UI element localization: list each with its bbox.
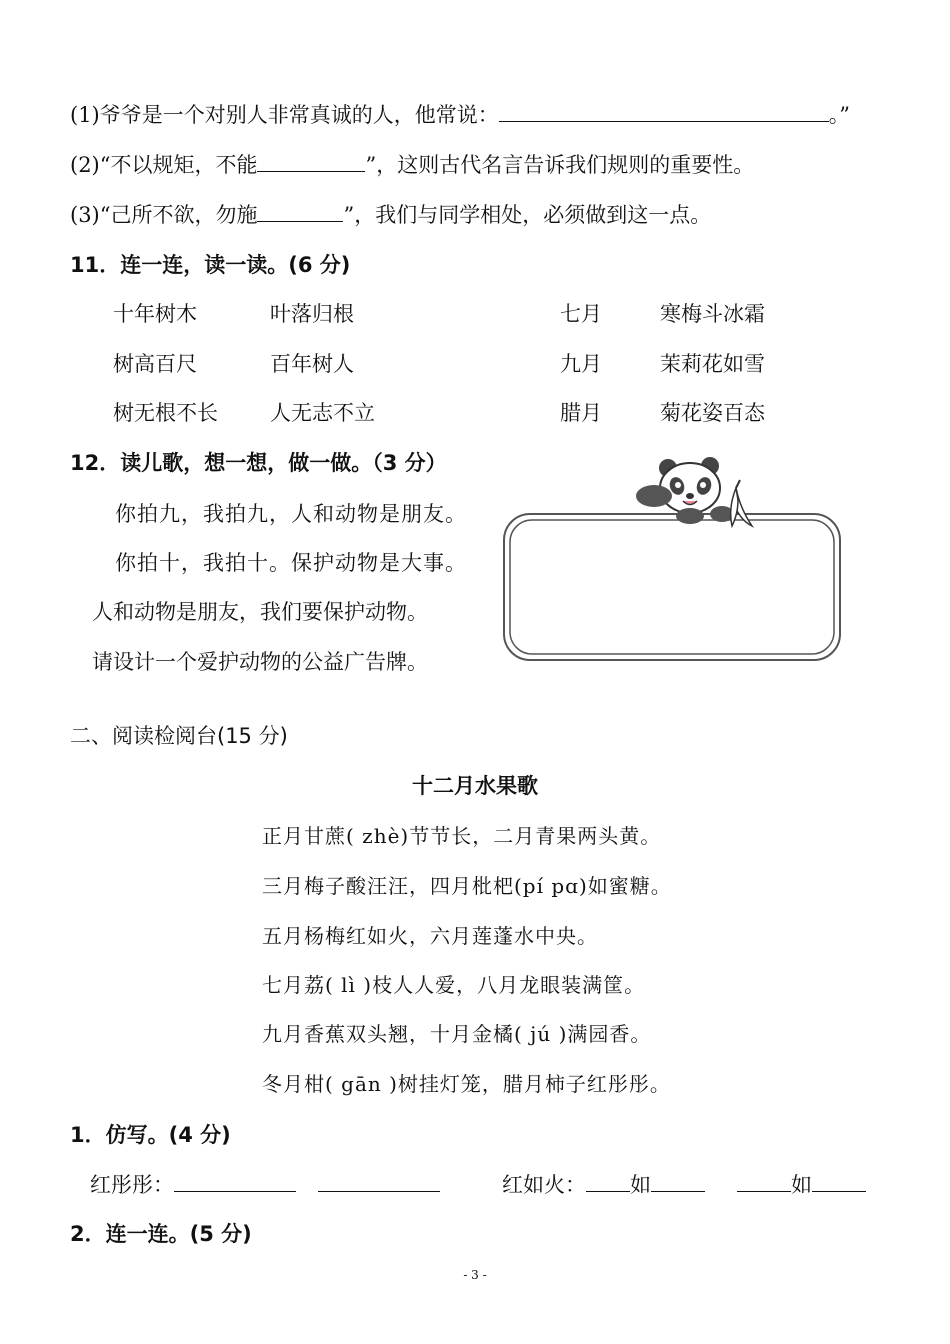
chant-line: 你拍十，我拍十。保护动物是大事。 [115,551,467,575]
answer-blank[interactable] [651,1171,705,1192]
section2-heading: 二、阅读检阅台(15 分) [70,724,288,748]
fill-q1-text: (1)爷爷是一个对别人非常真诚的人，他常说： [70,103,499,127]
answer-blank[interactable] [318,1171,440,1192]
match-item[interactable]: 树高百尺 [113,352,197,376]
match-item[interactable]: 树无根不长 [113,401,218,425]
fill-q2-end: ”，这则古代名言告诉我们规则的重要性。 [365,153,755,177]
match-item[interactable]: 菊花姿百态 [660,401,765,425]
q12-prompt: 人和动物是朋友，我们要保护动物。 [92,600,428,624]
poem-line: 三月梅子酸汪汪，四月枇杷(pí pɑ)如蜜糖。 [262,874,672,898]
match-item[interactable]: 十年树木 [113,302,197,326]
chant-line: 你拍九，我拍九，人和动物是朋友。 [115,502,467,526]
fill-q2 [70,151,754,179]
answer-blank[interactable] [812,1171,866,1192]
match-item[interactable]: 腊月 [560,401,602,425]
answer-blank[interactable] [174,1171,296,1192]
match-item[interactable]: 九月 [560,352,602,376]
poem-line: 五月杨梅红如火，六月莲蓬水中央。 [262,924,598,948]
fill-q3-start: (3)“己所不欲，勿施 [70,203,258,227]
fill-q1-end: 。” [828,103,850,127]
match-item[interactable]: 七月 [560,302,602,326]
match-item[interactable]: 茉莉花如雪 [660,352,765,376]
label-hongtongtong: 红彤彤： [90,1173,174,1197]
poem-line: 七月荔( lì )枝人人爱，八月龙眼装满筐。 [262,973,646,997]
answer-blank[interactable] [257,201,343,222]
answer-blank[interactable] [257,151,365,172]
answer-blank[interactable] [499,101,829,122]
match-item[interactable]: 叶落归根 [270,302,354,326]
answer-blank[interactable] [586,1171,630,1192]
answer-blank[interactable] [737,1171,791,1192]
q1-row [90,1171,440,1199]
match-item[interactable]: 百年树人 [270,352,354,376]
poem-line: 冬月柑( gān )树挂灯笼，腊月柿子红彤彤。 [262,1072,671,1096]
match-item[interactable]: 人无志不立 [270,401,375,425]
poem-line: 正月甘蔗( zhè)节节长，二月青果两头黄。 [262,824,662,848]
poem-line: 九月香蕉双头翘，十月金橘( jú )满园香。 [262,1022,652,1046]
q12-prompt: 请设计一个爱护动物的公益广告牌。 [92,650,428,674]
ru-char: 如 [630,1173,651,1197]
fill-q3-end: ”，我们与同学相处，必须做到这一点。 [343,203,712,227]
match-item[interactable]: 寒梅斗冰霜 [660,302,765,326]
fill-q2-start: (2)“不以规矩，不能 [70,153,258,177]
fill-q3 [70,201,711,229]
label-hongruhuo: 红如火： [502,1173,586,1197]
q1-row-2 [502,1171,866,1199]
q2-title: 2．连一连。(5 分) [70,1222,252,1246]
page-number: - 3 - [463,1268,487,1282]
q12-title: 12．读儿歌，想一想，做一做。（3 分） [70,451,447,475]
poem-title: 十二月水果歌 [412,774,538,798]
q1-title: 1．仿写。(4 分) [70,1123,231,1147]
q11-title: 11．连一连，读一读。(6 分) [70,253,351,277]
panda-icon [628,456,758,540]
ru-char: 如 [791,1173,812,1197]
fill-q1 [70,101,850,129]
